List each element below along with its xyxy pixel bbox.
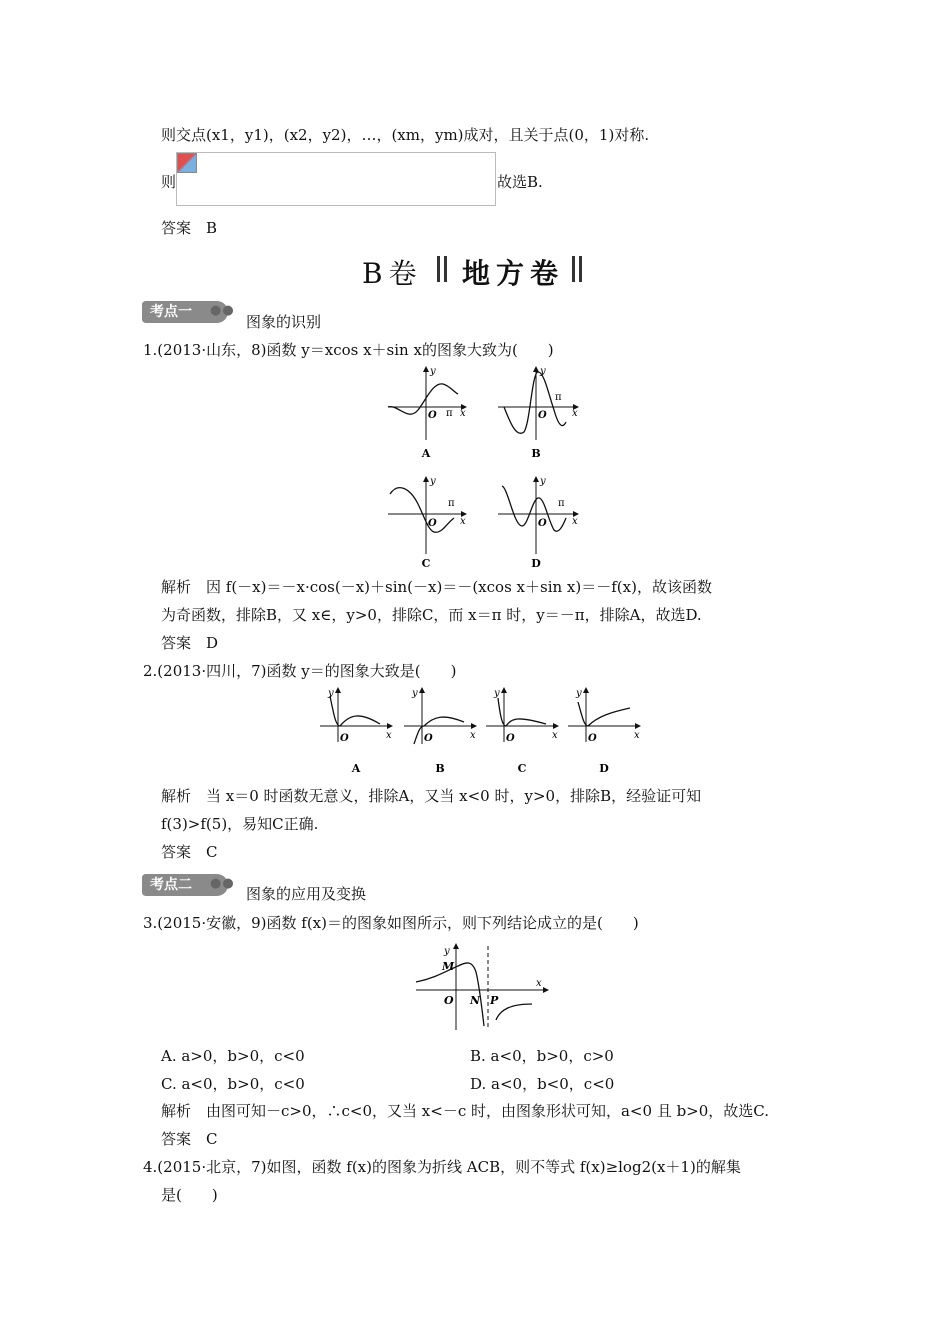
q2-stem: 2.(2013·四川，7)函数 y＝的图象大致是( ) <box>143 662 457 680</box>
svg-text:x: x <box>386 730 392 741</box>
kaodian-tag-2: 考点二 <box>142 874 228 896</box>
q1-graph-c <box>388 476 466 570</box>
svg-text:x: x <box>460 516 466 527</box>
svg-text:y: y <box>444 946 450 957</box>
svg-text:π: π <box>446 408 453 419</box>
q1-graphs <box>380 362 595 572</box>
q4-stem-1: 4.(2015·北京，7)如图，函数 f(x)的图象为折线 ACB，则不等式 f(x)≥log2(x＋1)的解集 <box>143 1158 741 1176</box>
svg-text:x: x <box>572 516 578 527</box>
q3-answer: 答案 C <box>161 1130 218 1148</box>
broken-formula-image <box>176 152 496 206</box>
q1-graph-a <box>388 366 466 460</box>
q1-analysis-2: 为奇函数，排除B，又 x∈，y>0，排除C，而 x＝π 时，y＝－π，排除A，故选D. <box>161 606 702 624</box>
svg-text:C: C <box>517 762 527 775</box>
q3-option-c: C. a<0，b>0，c<0 <box>161 1075 305 1093</box>
q2-graph-b <box>404 688 476 775</box>
section-title-right: 地方卷 <box>462 257 565 290</box>
svg-text:y: y <box>540 476 546 487</box>
svg-text:y: y <box>430 366 436 377</box>
svg-text:O: O <box>444 994 454 1007</box>
svg-text:O: O <box>424 733 433 744</box>
q1-label-c: C <box>421 557 431 570</box>
kaodian-title-1: 图象的识别 <box>246 313 322 331</box>
q2-graphs <box>316 686 646 776</box>
section-title-left: B卷 <box>362 257 423 290</box>
svg-text:O: O <box>428 518 437 529</box>
svg-text:N: N <box>470 994 481 1007</box>
svg-text:x: x <box>460 408 466 419</box>
svg-text:M: M <box>442 960 455 973</box>
kaodian-tag-1: 考点一 <box>142 301 228 323</box>
svg-text:P: P <box>490 994 499 1007</box>
broken-image-icon <box>177 153 197 173</box>
svg-text:x: x <box>552 730 558 741</box>
q1-answer: 答案 D <box>161 634 219 652</box>
q3-option-d: D. a<0，b<0，c<0 <box>470 1075 615 1093</box>
svg-text:x: x <box>634 730 640 741</box>
svg-text:y: y <box>412 688 418 699</box>
svg-text:O: O <box>340 733 349 744</box>
svg-text:B: B <box>435 762 445 775</box>
top-line-1: 则交点(x1，y1)，(x2，y2)，…，(xm，ym)成对，且关于点(0，1)对称. <box>161 126 650 144</box>
svg-text:D: D <box>599 762 609 775</box>
svg-text:x: x <box>572 408 578 419</box>
svg-text:y: y <box>576 688 582 699</box>
kaodian-dots-2: ●● <box>210 876 235 891</box>
q1-stem: 1.(2013·山东，8)函数 y＝xcos x＋sin x的图象大致为( ) <box>143 341 554 359</box>
q2-graph-d <box>568 688 640 775</box>
top-line-2-prefix: 则 <box>161 173 177 191</box>
svg-text:O: O <box>588 733 597 744</box>
q1-graph-d <box>498 476 578 570</box>
q3-graph <box>412 940 552 1032</box>
q1-label-b: B <box>531 447 541 460</box>
title-divider <box>437 256 447 282</box>
q2-analysis-2: f(3)>f(5)，易知C正确. <box>161 815 319 833</box>
q3-analysis: 解析 由图可知－c>0，∴c<0，又当 x<－c 时，由图象形状可知，a<0 且 b>0，故选C. <box>161 1102 770 1120</box>
q1-label-a: A <box>421 447 431 460</box>
svg-text:O: O <box>538 410 547 421</box>
q2-analysis-1: 解析 当 x＝0 时函数无意义，排除A，又当 x<0 时，y>0，排除B，经验证可知 <box>161 787 702 805</box>
svg-text:x: x <box>536 978 542 989</box>
svg-text:π: π <box>558 498 565 509</box>
svg-text:A: A <box>351 762 361 775</box>
q3-option-a: A. a>0，b>0，c<0 <box>161 1047 305 1065</box>
top-line-2-suffix: 故选B. <box>497 173 543 191</box>
q1-graph-b <box>498 366 578 460</box>
svg-text:π: π <box>555 392 562 403</box>
q2-graph-c <box>486 688 558 775</box>
top-answer: 答案 B <box>161 219 218 237</box>
kaodian-dots-1: ●● <box>210 303 235 318</box>
q1-analysis-1: 解析 因 f(－x)＝－x·cos(－x)＋sin(－x)＝－(xcos x＋sin x)＝－f(x)，故该函数 <box>161 578 712 596</box>
q2-graph-a <box>320 688 392 775</box>
q2-answer: 答案 C <box>161 843 218 861</box>
q4-stem-2: 是( ) <box>161 1186 218 1204</box>
svg-text:y: y <box>430 476 436 487</box>
kaodian-title-2: 图象的应用及变换 <box>246 885 367 903</box>
q1-label-d: D <box>531 557 541 570</box>
svg-text:O: O <box>506 733 515 744</box>
svg-text:O: O <box>538 518 547 529</box>
q3-option-b: B. a<0，b>0，c>0 <box>470 1047 614 1065</box>
svg-text:O: O <box>428 410 437 421</box>
svg-text:π: π <box>448 498 455 509</box>
svg-text:x: x <box>470 730 476 741</box>
svg-text:y: y <box>540 366 546 377</box>
svg-text:y: y <box>328 688 334 699</box>
title-divider-end <box>572 256 582 282</box>
q3-stem: 3.(2015·安徽，9)函数 f(x)＝的图象如图所示，则下列结论成立的是( ) <box>143 914 639 932</box>
svg-text:y: y <box>494 688 500 699</box>
